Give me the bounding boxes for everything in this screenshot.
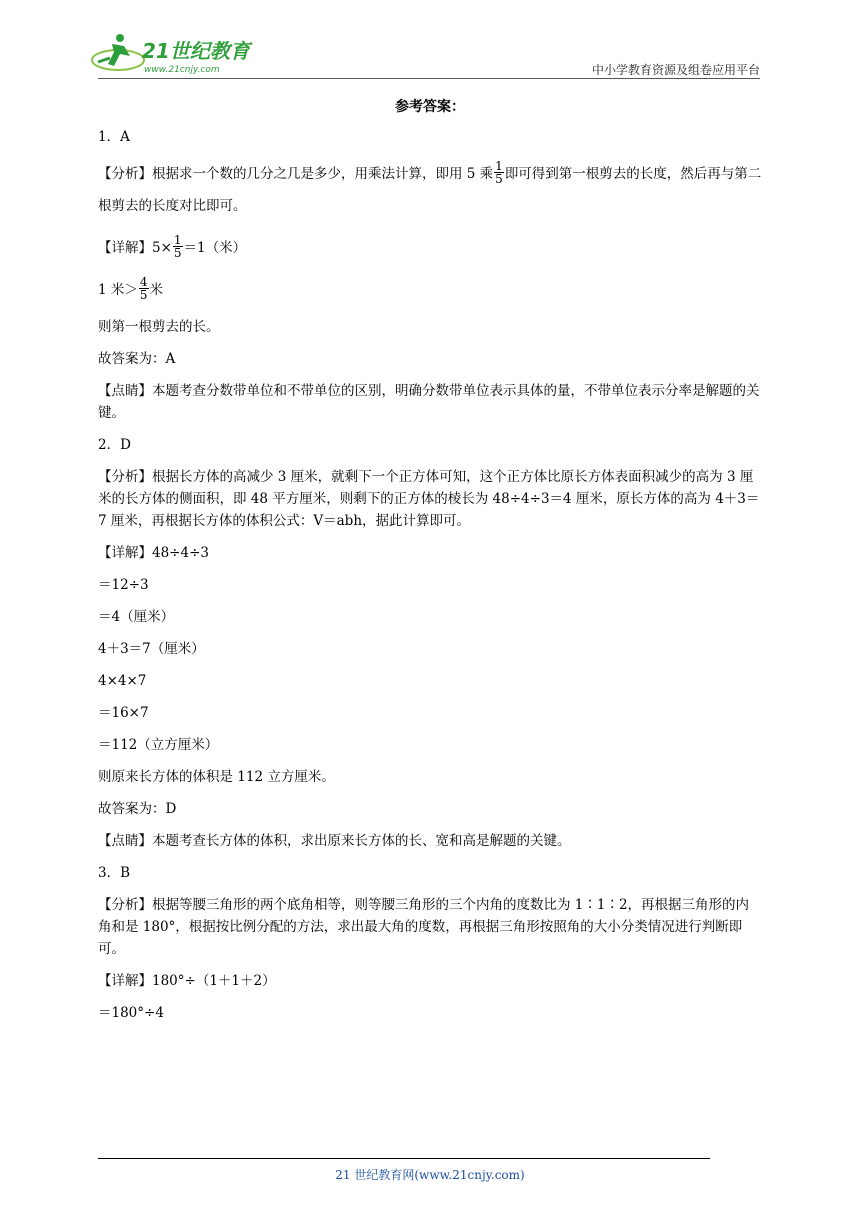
q2-step: ＝4（厘米） — [98, 609, 175, 625]
q2-analysis: 【分析】根据长方体的高减少 3 厘米，就剩下一个正方体可知，这个正方体比原长方体表面积减少的高为 3 厘米的长方体的侧面积，即 48 平方厘米，则剩下的正方体的棱长为 48÷4÷3＝4 厘米，原长方体的高为 4＋3＝7 厘米，再根据长方体的体积公式：V＝abh，据此计算即可。 — [98, 469, 760, 529]
q1-analysis — [98, 158, 762, 222]
q2-step: ＝16×7 — [98, 705, 149, 721]
header-platform-text: 中小学教育资源及组卷应用平台 — [591, 63, 760, 77]
q1-compare-text-a: 1 米＞ — [98, 282, 138, 298]
answer-content — [98, 96, 762, 1034]
q1-analysis-text-a: 【分析】根据求一个数的几分之几是多少，用乘法计算，即用 5 乘 — [98, 166, 494, 182]
q1-conclusion: 则第一根剪去的长。 — [98, 319, 220, 335]
q2-answer: 故答案为：D — [98, 801, 177, 817]
fraction — [139, 276, 149, 301]
fraction — [494, 160, 504, 185]
fraction-denominator: 5 — [173, 246, 182, 260]
fraction-denominator: 5 — [495, 172, 503, 186]
header-divider — [98, 78, 760, 79]
q1-compare — [98, 274, 762, 306]
site-logo — [90, 30, 260, 76]
q2-step: 4×4×7 — [98, 673, 147, 689]
footer-link[interactable]: 21 世纪教育网(www.21cnjy.com) — [335, 1168, 525, 1182]
q3-step: ＝180°÷4 — [98, 1005, 164, 1021]
q1-detail — [98, 232, 762, 264]
q1-detail-text-b: ＝1（米） — [183, 240, 247, 256]
page-header — [90, 30, 760, 80]
q1-analysis-text-b: 即可得到第一根剪去的长度，然后再与第二根剪去的长度对比即可。 — [98, 166, 762, 214]
q1-answer: 故答案为：A — [98, 351, 176, 367]
q2-step: 【详解】48÷4÷3 — [98, 545, 209, 561]
page-title: 参考答案： — [395, 99, 465, 115]
q2-note: 【点睛】本题考查长方体的体积，求出原来长方体的长、宽和高是解题的关键。 — [98, 833, 571, 849]
q2-step: ＝12÷3 — [98, 577, 149, 593]
q1-detail-text-a: 【详解】5× — [98, 240, 172, 256]
q3-head: 3．B — [98, 865, 131, 881]
fraction-denominator: 5 — [139, 288, 148, 302]
q2-step: ＝112（立方厘米） — [98, 737, 219, 753]
svg-text:www.21cnjy.com: www.21cnjy.com — [144, 65, 220, 75]
fraction-numerator: 1 — [173, 233, 182, 247]
q1-note: 【点睛】本题考查分数带单位和不带单位的区别，明确分数带单位表示具体的量，不带单位表示分率是解题的关键。 — [98, 383, 760, 421]
footer-divider — [98, 1158, 710, 1159]
q1-compare-text-b: 米 — [149, 282, 164, 298]
q3-analysis: 【分析】根据等腰三角形的两个底角相等，则等腰三角形的三个内角的度数比为 1∶1∶2，再根据三角形的内角和是 180°，根据按比例分配的方法，求出最大角的度数，再根据三角形按照角的大小分类情况进行判断即可。 — [98, 897, 750, 957]
q2-step: 则原来长方体的体积是 112 立方厘米。 — [98, 769, 335, 785]
fraction — [173, 234, 183, 259]
fraction-numerator: 1 — [495, 159, 503, 173]
q2-head: 2．D — [98, 437, 131, 453]
q2-step: 4＋3＝7（厘米） — [98, 641, 205, 657]
q3-step: 【详解】180°÷（1＋1＋2） — [98, 973, 276, 989]
svg-text:21世纪教育: 21世纪教育 — [142, 39, 250, 63]
runner-logo-icon — [90, 30, 260, 76]
q1-head: 1．A — [98, 129, 130, 145]
fraction-numerator: 4 — [139, 275, 148, 289]
